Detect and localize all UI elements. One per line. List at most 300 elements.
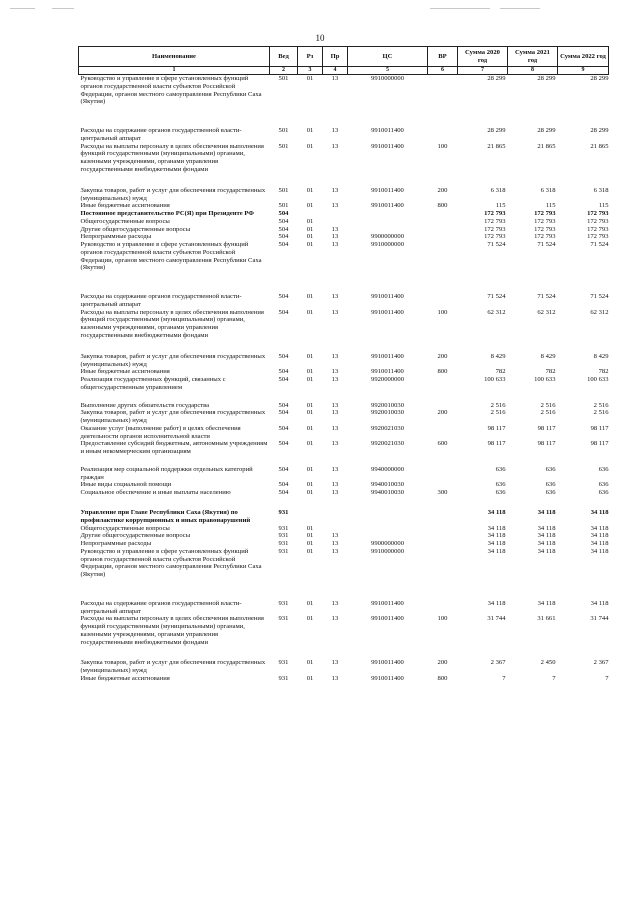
row-rz: 01 bbox=[306, 540, 314, 548]
column-number: 5 bbox=[348, 67, 428, 75]
row-sum-2021: 172 793 bbox=[534, 233, 556, 241]
row-rz: 01 bbox=[306, 352, 314, 360]
row-rz: 01 bbox=[306, 547, 314, 555]
row-ved: 931 bbox=[278, 675, 289, 683]
column-number: 3 bbox=[298, 67, 323, 75]
row-sum-2022: 2 516 bbox=[593, 401, 609, 409]
row-rz: 01 bbox=[306, 142, 314, 150]
row-sum-2021: 71 524 bbox=[537, 293, 556, 301]
row-cs bbox=[348, 210, 428, 218]
table-row bbox=[79, 600, 609, 616]
row-cs bbox=[348, 218, 428, 226]
row-sum-2020: 115 bbox=[495, 202, 506, 210]
row-cs: 9910011400 bbox=[371, 599, 404, 607]
row-ved: 931 bbox=[278, 615, 289, 623]
row-sum-2021: 636 bbox=[545, 465, 556, 473]
row-sum-2022: 98 117 bbox=[590, 440, 609, 448]
row-name: Социальное обеспечение и иные выплаты населению bbox=[80, 489, 231, 497]
row-sum-2022: 636 bbox=[598, 465, 609, 473]
row-sum-2021: 172 793 bbox=[534, 225, 556, 233]
row-vr bbox=[428, 532, 458, 540]
row-vr: 600 bbox=[437, 440, 448, 448]
row-pr: 13 bbox=[331, 376, 339, 384]
row-ved: 504 bbox=[278, 401, 289, 409]
row-vr: 200 bbox=[437, 409, 448, 417]
row-cs: 9910011400 bbox=[371, 142, 404, 150]
row-sum-2020: 2 367 bbox=[490, 659, 506, 667]
row-rz: 01 bbox=[306, 293, 314, 301]
row-name: Руководство и управление в сфере установленных функций органов государственной власти субъектов Российской Федерации, органов местного самоуправления Республики Саха (Якутия) bbox=[80, 241, 262, 272]
scan-artifact bbox=[10, 8, 35, 9]
row-vr: 200 bbox=[437, 186, 448, 194]
row-name: Иные бюджетные ассигнования bbox=[80, 202, 170, 210]
row-sum-2021: 62 312 bbox=[537, 308, 556, 316]
row-vr bbox=[428, 425, 458, 441]
row-name: Реализация государственных функций, связанных с общегосударственным управлением bbox=[80, 376, 226, 391]
table-row bbox=[79, 75, 609, 128]
row-sum-2021: 782 bbox=[545, 368, 556, 376]
row-cs: 9910011400 bbox=[371, 186, 404, 194]
row-sum-2022: 28 299 bbox=[590, 127, 609, 135]
row-sum-2022: 21 865 bbox=[590, 142, 609, 150]
row-rz: 01 bbox=[306, 675, 314, 683]
row-sum-2022: 782 bbox=[598, 368, 609, 376]
row-sum-2022: 172 793 bbox=[587, 210, 609, 218]
row-rz: 01 bbox=[306, 225, 314, 233]
row-ved: 931 bbox=[278, 599, 289, 607]
row-sum-2020: 636 bbox=[495, 465, 506, 473]
row-sum-2022: 6 318 bbox=[593, 186, 609, 194]
table-row bbox=[79, 353, 609, 369]
table-row bbox=[79, 143, 609, 187]
row-sum-2021: 100 633 bbox=[534, 376, 556, 384]
row-sum-2022: 34 118 bbox=[590, 599, 609, 607]
row-vr bbox=[428, 509, 458, 525]
row-cs: 9910000000 bbox=[371, 75, 404, 83]
row-cs: 9910011400 bbox=[371, 659, 404, 667]
row-pr: 13 bbox=[331, 186, 339, 194]
row-cs bbox=[348, 532, 428, 540]
row-rz: 01 bbox=[306, 233, 314, 241]
row-sum-2021: 172 793 bbox=[534, 217, 556, 225]
row-sum-2020: 31 744 bbox=[487, 615, 506, 623]
row-name: Расходы на выплаты персоналу в целях обеспечения выполнения функций государственными (муниципальными) органами, казенными учреждениями, органами управления государственными внебюджетными фондами bbox=[80, 142, 264, 173]
table-row bbox=[79, 202, 609, 210]
row-cs: 9920021030 bbox=[371, 424, 404, 432]
row-sum-2022: 31 744 bbox=[590, 615, 609, 623]
row-sum-2021: 2 516 bbox=[540, 409, 556, 417]
row-cs bbox=[348, 509, 428, 525]
row-name: Непрограммные расходы bbox=[80, 233, 152, 241]
row-name: Руководство и управление в сфере установленных функций органов государственной власти субъектов Российской Федерации, органов местного самоуправления Республики Саха (Якутия) bbox=[80, 75, 262, 106]
row-rz: 01 bbox=[306, 75, 314, 83]
row-sum-2021: 98 117 bbox=[537, 424, 556, 432]
row-name: Общегосударственные вопросы bbox=[80, 217, 170, 225]
row-ved: 504 bbox=[278, 233, 289, 241]
row-vr bbox=[428, 226, 458, 234]
row-rz bbox=[298, 509, 323, 525]
column-number: 9 bbox=[558, 67, 609, 75]
row-ved: 504 bbox=[278, 368, 289, 376]
row-sum-2020: 21 865 bbox=[487, 142, 506, 150]
table-row bbox=[79, 409, 609, 425]
row-sum-2021: 8 429 bbox=[540, 352, 556, 360]
row-ved: 504 bbox=[278, 424, 289, 432]
row-ved: 504 bbox=[278, 241, 289, 249]
row-sum-2022: 636 bbox=[598, 481, 609, 489]
row-name: Иные бюджетные ассигнования bbox=[80, 675, 170, 683]
row-vr bbox=[428, 540, 458, 548]
row-ved: 504 bbox=[278, 225, 289, 233]
row-rz: 01 bbox=[306, 615, 314, 623]
row-sum-2020: 71 524 bbox=[487, 293, 506, 301]
row-cs: 9940000000 bbox=[371, 465, 404, 473]
row-vr bbox=[428, 481, 458, 489]
row-sum-2020: 28 299 bbox=[487, 127, 506, 135]
row-ved: 931 bbox=[278, 659, 289, 667]
row-vr: 800 bbox=[437, 368, 448, 376]
column-number: 4 bbox=[323, 67, 348, 75]
row-ved: 504 bbox=[278, 352, 289, 360]
row-sum-2022: 2 367 bbox=[593, 659, 609, 667]
row-sum-2021: 98 117 bbox=[537, 440, 556, 448]
row-pr: 13 bbox=[331, 225, 339, 233]
row-pr: 13 bbox=[331, 532, 339, 540]
page-number: 10 bbox=[315, 33, 325, 43]
row-name: Общегосударственные вопросы bbox=[80, 524, 170, 532]
row-name: Оказание услуг (выполнение работ) в целях обеспечения деятельности органов исполнительной власти bbox=[80, 424, 241, 440]
row-pr: 13 bbox=[331, 440, 339, 448]
scan-artifact bbox=[500, 8, 540, 9]
row-ved: 504 bbox=[278, 210, 289, 218]
row-cs: 9940010030 bbox=[371, 481, 404, 489]
row-sum-2020: 71 524 bbox=[487, 241, 506, 249]
row-vr bbox=[428, 600, 458, 616]
row-cs: 9920000000 bbox=[371, 376, 404, 384]
row-vr: 100 bbox=[437, 615, 448, 623]
row-vr: 800 bbox=[437, 202, 448, 210]
row-name: Управление при Главе Республики Саха (Якутия) по профилактике коррупционных и иных правонарушений bbox=[80, 509, 251, 524]
table-row bbox=[79, 402, 609, 410]
row-sum-2022: 2 516 bbox=[593, 409, 609, 417]
row-sum-2022: 71 524 bbox=[590, 241, 609, 249]
row-ved: 504 bbox=[278, 217, 289, 225]
row-sum-2021: 34 118 bbox=[537, 599, 556, 607]
table-row bbox=[79, 525, 609, 533]
header-sum-2020: Сумма 2020 год bbox=[458, 47, 508, 67]
row-name: Руководство и управление в сфере установленных функций органов государственной власти субъектов Российской Федерации, органов местного самоуправления Республики Саха (Якутия) bbox=[80, 547, 262, 579]
column-number-row bbox=[79, 67, 609, 75]
row-name: Закупка товаров, работ и услуг для обеспечения государственных (муниципальных) нужд bbox=[80, 186, 266, 202]
row-name: Иные бюджетные ассигнования bbox=[80, 368, 170, 376]
row-pr: 13 bbox=[331, 465, 339, 473]
row-sum-2020: 172 793 bbox=[484, 225, 506, 233]
row-ved: 501 bbox=[278, 202, 289, 210]
row-cs: 9900000000 bbox=[371, 233, 404, 241]
row-name: Закупка товаров, работ и услуг для обеспечения государственных (муниципальных) нужд bbox=[80, 352, 266, 368]
row-vr: 100 bbox=[437, 142, 448, 150]
row-pr: 13 bbox=[331, 675, 339, 683]
row-rz: 01 bbox=[306, 308, 314, 316]
row-name: Другие общегосударственные вопросы bbox=[80, 225, 191, 233]
row-pr bbox=[323, 509, 348, 525]
table-row bbox=[79, 293, 609, 309]
row-sum-2020: 98 117 bbox=[487, 424, 506, 432]
row-sum-2020: 34 118 bbox=[487, 509, 506, 516]
row-sum-2020: 98 117 bbox=[487, 440, 506, 448]
row-sum-2020: 7 bbox=[502, 675, 506, 683]
scan-artifact bbox=[52, 8, 74, 9]
table-row bbox=[79, 241, 609, 293]
row-sum-2022: 34 118 bbox=[590, 547, 609, 555]
row-rz: 01 bbox=[306, 241, 314, 249]
row-ved: 504 bbox=[278, 440, 289, 448]
row-pr: 13 bbox=[331, 308, 339, 316]
row-sum-2020: 2 516 bbox=[490, 409, 506, 417]
row-sum-2021: 6 318 bbox=[540, 186, 556, 194]
row-vr: 100 bbox=[437, 308, 448, 316]
row-cs: 9910000000 bbox=[371, 241, 404, 249]
column-number: 1 bbox=[79, 67, 270, 75]
row-sum-2021: 636 bbox=[545, 481, 556, 489]
row-name: Другие общегосударственные вопросы bbox=[80, 532, 191, 540]
row-rz: 01 bbox=[306, 465, 314, 473]
row-sum-2020: 172 793 bbox=[484, 217, 506, 225]
row-sum-2022: 34 118 bbox=[590, 509, 609, 516]
row-pr: 13 bbox=[331, 202, 339, 210]
row-pr: 13 bbox=[331, 368, 339, 376]
row-cs: 9940010030 bbox=[371, 489, 404, 497]
row-pr: 13 bbox=[331, 409, 339, 417]
row-sum-2020: 34 118 bbox=[487, 547, 506, 555]
row-sum-2022: 34 118 bbox=[590, 540, 609, 548]
row-pr: 13 bbox=[331, 142, 339, 150]
row-pr bbox=[323, 218, 348, 226]
table-row bbox=[79, 548, 609, 600]
row-pr: 13 bbox=[331, 540, 339, 548]
row-vr bbox=[428, 376, 458, 402]
row-vr: 300 bbox=[437, 489, 448, 497]
row-sum-2020: 636 bbox=[495, 481, 506, 489]
row-ved: 501 bbox=[278, 127, 289, 135]
row-name: Закупка товаров, работ и услуг для обеспечения государственных (муниципальных) нужд bbox=[80, 659, 266, 675]
row-vr bbox=[428, 127, 458, 143]
row-rz: 01 bbox=[306, 659, 314, 667]
row-sum-2021: 71 524 bbox=[537, 241, 556, 249]
row-vr bbox=[428, 548, 458, 600]
row-name: Закупка товаров, работ и услуг для обеспечения государственных (муниципальных) нужд bbox=[80, 409, 266, 425]
header-name: Наименование bbox=[79, 47, 270, 67]
row-pr bbox=[323, 525, 348, 533]
row-sum-2021: 7 bbox=[552, 675, 556, 683]
row-rz: 01 bbox=[306, 524, 314, 532]
row-sum-2021: 172 793 bbox=[534, 210, 556, 218]
row-sum-2020: 782 bbox=[495, 368, 506, 376]
row-sum-2022: 71 524 bbox=[590, 293, 609, 301]
row-sum-2022: 172 793 bbox=[587, 233, 609, 241]
table-row bbox=[79, 481, 609, 489]
row-pr: 13 bbox=[331, 489, 339, 497]
row-rz: 01 bbox=[306, 440, 314, 448]
row-ved: 931 bbox=[278, 547, 289, 555]
row-pr: 13 bbox=[331, 547, 339, 555]
row-ved: 931 bbox=[278, 532, 289, 540]
row-sum-2022: 636 bbox=[598, 489, 609, 497]
header-cs: ЦС bbox=[348, 47, 428, 67]
row-rz: 01 bbox=[306, 409, 314, 417]
row-rz: 01 bbox=[306, 599, 314, 607]
header-sum-2022: Сумма 2022 год bbox=[558, 47, 609, 67]
row-rz: 01 bbox=[306, 532, 314, 540]
header-pr: Пр bbox=[323, 47, 348, 67]
row-name: Выполнение других обязательств государства bbox=[80, 401, 210, 409]
scan-artifact bbox=[430, 8, 490, 9]
table-row bbox=[79, 675, 609, 683]
row-pr bbox=[323, 210, 348, 218]
row-rz: 01 bbox=[306, 401, 314, 409]
budget-table bbox=[78, 46, 609, 683]
row-vr bbox=[428, 210, 458, 218]
row-ved: 504 bbox=[278, 376, 289, 384]
table-row bbox=[79, 309, 609, 353]
row-name: Постоянное представительство РС(Я) при Президенте РФ bbox=[80, 210, 254, 218]
row-sum-2022: 7 bbox=[605, 675, 609, 683]
row-sum-2022: 28 299 bbox=[590, 75, 609, 83]
row-vr bbox=[428, 402, 458, 410]
row-ved: 504 bbox=[278, 465, 289, 473]
row-vr bbox=[428, 466, 458, 482]
row-cs bbox=[348, 525, 428, 533]
row-ved: 504 bbox=[278, 489, 289, 497]
row-sum-2021: 2 450 bbox=[540, 659, 556, 667]
row-ved: 931 bbox=[278, 524, 289, 532]
row-sum-2022: 115 bbox=[598, 202, 609, 210]
row-cs bbox=[348, 226, 428, 234]
table-body bbox=[79, 75, 609, 683]
table-row bbox=[79, 532, 609, 540]
table-row bbox=[79, 210, 609, 218]
row-vr bbox=[428, 525, 458, 533]
row-ved: 931 bbox=[278, 509, 289, 516]
row-pr: 13 bbox=[331, 241, 339, 249]
row-sum-2021: 31 661 bbox=[537, 615, 556, 623]
row-rz: 01 bbox=[306, 481, 314, 489]
row-name: Реализация мер социальной поддержки отдельных категорий граждан bbox=[80, 465, 253, 481]
row-sum-2021: 28 299 bbox=[537, 75, 556, 83]
table-row bbox=[79, 489, 609, 509]
row-name: Расходы на содержание органов государственной власти- центральный аппарат bbox=[80, 127, 242, 142]
row-ved: 931 bbox=[278, 540, 289, 548]
row-name: Расходы на выплаты персоналу в целях обеспечения выполнения функций государственными (муниципальными) органами, казенными учреждениями, органами управления государственными внебюджетными фондами bbox=[80, 615, 264, 646]
table-row bbox=[79, 466, 609, 482]
row-pr: 13 bbox=[331, 659, 339, 667]
row-pr: 13 bbox=[331, 401, 339, 409]
row-cs: 9910011400 bbox=[371, 675, 404, 683]
row-ved: 501 bbox=[278, 75, 289, 83]
column-number: 8 bbox=[508, 67, 558, 75]
row-cs: 9920021030 bbox=[371, 440, 404, 448]
row-pr: 13 bbox=[331, 293, 339, 301]
row-ved: 504 bbox=[278, 409, 289, 417]
row-sum-2021: 28 299 bbox=[537, 127, 556, 135]
row-vr bbox=[428, 75, 458, 128]
column-number: 6 bbox=[428, 67, 458, 75]
row-cs: 9910011400 bbox=[371, 352, 404, 360]
row-sum-2020: 100 633 bbox=[484, 376, 506, 384]
row-pr: 13 bbox=[331, 75, 339, 83]
row-rz: 01 bbox=[306, 376, 314, 384]
header-ved: Вед bbox=[270, 47, 298, 67]
row-sum-2020: 34 118 bbox=[487, 540, 506, 548]
row-name: Расходы на выплаты персоналу в целях обеспечения выполнения функций государственными (муниципальными) органами, казенными учреждениями, органами управления государственными внебюджетными фондами bbox=[80, 308, 264, 339]
row-rz: 01 bbox=[306, 127, 314, 135]
row-sum-2021: 2 516 bbox=[540, 401, 556, 409]
row-cs: 9920010030 bbox=[371, 409, 404, 417]
row-pr: 13 bbox=[331, 481, 339, 489]
row-name: Расходы на содержание органов государственной власти- центральный аппарат bbox=[80, 293, 242, 308]
row-sum-2020: 28 299 bbox=[487, 75, 506, 83]
table-row bbox=[79, 540, 609, 548]
row-rz: 01 bbox=[306, 368, 314, 376]
row-cs: 9910000000 bbox=[371, 547, 404, 555]
row-cs: 9910011400 bbox=[371, 615, 404, 623]
row-cs: 9910011400 bbox=[371, 127, 404, 135]
table-row bbox=[79, 226, 609, 234]
row-vr: 800 bbox=[437, 675, 448, 683]
row-sum-2022: 34 118 bbox=[590, 532, 609, 540]
row-sum-2020: 172 793 bbox=[484, 233, 506, 241]
header-vr: ВР bbox=[428, 47, 458, 67]
row-rz: 01 bbox=[306, 202, 314, 210]
row-rz: 01 bbox=[306, 424, 314, 432]
row-cs: 9910011400 bbox=[371, 202, 404, 210]
row-vr: 200 bbox=[437, 659, 448, 667]
row-sum-2020: 172 793 bbox=[484, 210, 506, 218]
table-row bbox=[79, 509, 609, 525]
row-ved: 504 bbox=[278, 293, 289, 301]
row-pr: 13 bbox=[331, 424, 339, 432]
table-row bbox=[79, 659, 609, 675]
row-sum-2021: 34 118 bbox=[537, 540, 556, 548]
row-sum-2021: 34 118 bbox=[537, 547, 556, 555]
row-pr: 13 bbox=[331, 127, 339, 135]
row-sum-2022: 172 793 bbox=[587, 225, 609, 233]
row-vr bbox=[428, 293, 458, 309]
row-sum-2020: 34 118 bbox=[487, 524, 506, 532]
row-pr: 13 bbox=[331, 615, 339, 623]
row-cs: 9910011400 bbox=[371, 368, 404, 376]
row-sum-2022: 62 312 bbox=[590, 308, 609, 316]
row-sum-2021: 34 118 bbox=[537, 524, 556, 532]
row-sum-2022: 8 429 bbox=[593, 352, 609, 360]
table-row bbox=[79, 368, 609, 376]
row-sum-2020: 636 bbox=[495, 489, 506, 497]
table-row bbox=[79, 127, 609, 143]
row-cs: 9920010030 bbox=[371, 401, 404, 409]
row-sum-2021: 34 118 bbox=[537, 509, 556, 516]
row-cs: 9910011400 bbox=[371, 293, 404, 301]
row-sum-2022: 34 118 bbox=[590, 524, 609, 532]
header-rz: Рз bbox=[298, 47, 323, 67]
row-cs: 9910011400 bbox=[371, 308, 404, 316]
header-row bbox=[79, 47, 609, 67]
header-sum-2021: Сумма 2021 год bbox=[508, 47, 558, 67]
row-sum-2021: 21 865 bbox=[537, 142, 556, 150]
row-sum-2022: 100 633 bbox=[587, 376, 609, 384]
row-vr bbox=[428, 233, 458, 241]
row-ved: 501 bbox=[278, 142, 289, 150]
row-name: Предоставление субсидий бюджетным, автономным учреждениям и иным некоммерческим организациям bbox=[80, 440, 268, 456]
